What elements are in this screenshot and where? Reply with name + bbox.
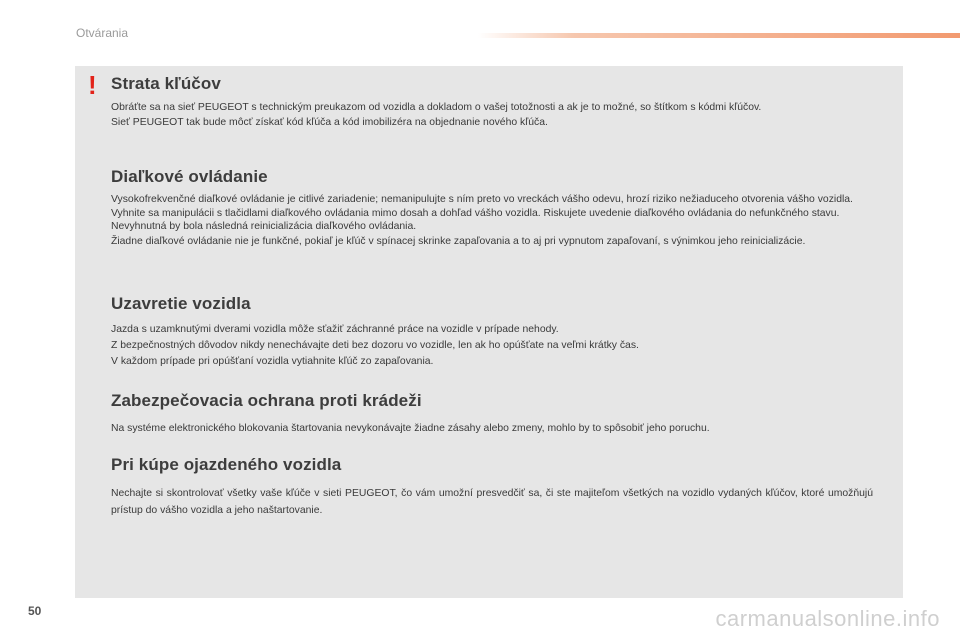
section-title: Strata kľúčov [111,74,221,93]
section-title: Zabezpečovacia ochrana proti krádeži [111,391,422,410]
section-paragraph: V každom prípade pri opúšťaní vozidla vytiahnite kľúč zo zapaľovania. [111,356,434,367]
header-accent-rule [478,33,960,38]
section-paragraph: Obráťte sa na sieť PEUGEOT s technickým preukazom od vozidla a dokladom o vašej totožnosti a ak je to možné, so štítkom s kódmi kľúčov. [111,102,762,113]
section-paragraph: Vysokofrekvenčné diaľkové ovládanie je citlivé zariadenie; nemanipulujte s ním preto vo vreckách vášho odevu, hrozí riziko nežiaduceho otvorenia vášho vozidla. [111,194,853,205]
warning-exclamation-icon: ! [88,70,97,100]
page-number: 50 [28,604,42,618]
section-paragraph: Vyhnite sa manipulácii s tlačidlami diaľkového ovládania mimo dosah a dohľad vášho vozidla. Riskujete uvedenie diaľkového ovládania do nefunkčného stavu. Nevyhnutná by bola následná reinicializácia diaľkového ovládania. [111,207,840,232]
section-paragraph: Nechajte si skontrolovať všetky vaše kľúče v sieti PEUGEOT, čo vám umožní presvedčiť sa, či ste majiteľom všetkých na vozidlo vydaných kľúčov, ktoré umožňujú prístup do vášho vozidla a jeho naštartovanie. [111,488,873,516]
section-lost-keys [111,74,873,130]
section-paragraph: Z bezpečnostných dôvodov nikdy nenechávajte deti bez dozoru vo vozidle, len ak ho opúšťate na veľmi krátky čas. [111,340,639,351]
section-paragraph: Sieť PEUGEOT tak bude môcť získať kód kľúča a kód imobilizéra na objednanie nového kľúča. [111,117,548,128]
section-paragraph: Žiadne diaľkové ovládanie nie je funkčné, pokiaľ je kľúč v spínacej skrinke zapaľovania a to aj pri vypnutom zapaľovaní, s výnimkou jeho reinicializácie. [111,235,806,247]
page-header-title: Otvárania [76,26,129,40]
section-paragraph: Jazda s uzamknutými dverami vozidla môže sťažiť záchranné práce na vozidle v prípade nehody. [111,324,559,335]
section-remote-control [111,167,873,250]
section-vehicle-locking [111,294,873,370]
section-anti-theft [111,391,873,436]
section-title: Diaľkové ovládanie [111,167,268,186]
section-title: Uzavretie vozidla [111,294,251,313]
section-title: Pri kúpe ojazdeného vozidla [111,455,342,474]
section-used-vehicle [111,455,873,519]
section-paragraph: Na systéme elektronického blokovania štartovania nevykonávajte žiadne zásahy alebo zmeny, mohlo by to spôsobiť jeho poruchu. [111,423,710,434]
watermark: carmanualsonline.info [715,606,940,631]
